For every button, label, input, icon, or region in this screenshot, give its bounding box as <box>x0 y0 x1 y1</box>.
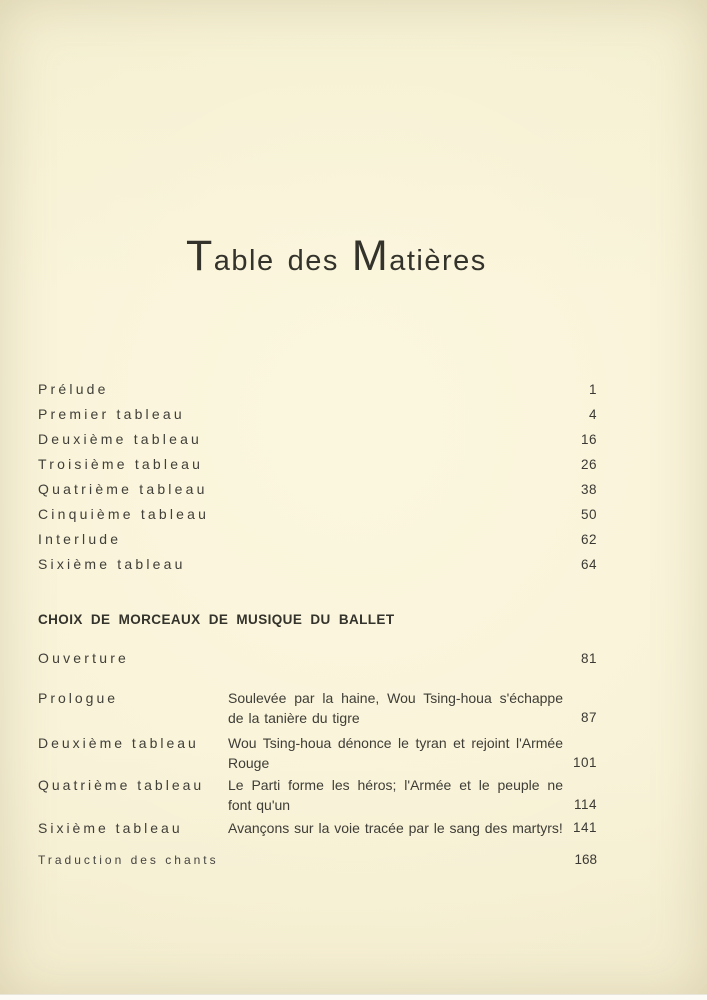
toc-page-number: 141 <box>572 820 597 835</box>
toc-label: Troisième tableau <box>38 456 204 472</box>
music-label: Quatrième tableau <box>38 777 205 793</box>
contents-list <box>38 381 597 581</box>
footer-label: Traduction des chants <box>38 853 219 867</box>
toc-row <box>38 506 597 531</box>
toc-label: Deuxième tableau <box>38 431 203 447</box>
music-description: Wou Tsing-houa dénonce le tyran et rejoint l'Armée Rouge <box>228 735 563 771</box>
music-row <box>38 733 597 773</box>
toc-row <box>38 406 597 431</box>
toc-label: Premier tableau <box>38 406 185 422</box>
toc-row <box>38 381 597 406</box>
music-label: Sixième tableau <box>38 820 183 836</box>
title-initial-cap: T <box>186 232 214 280</box>
toc-page-number: 81 <box>580 651 597 666</box>
section-heading: CHOIX DE MORCEAUX DE MUSIQUE DU BALLET <box>38 612 395 627</box>
title-initial-cap: M <box>351 232 390 280</box>
toc-page-number: 114 <box>573 797 597 812</box>
music-list <box>38 688 597 838</box>
music-description: Avançons sur la voie tracée par le sang des martyrs! <box>228 820 563 836</box>
toc-page-number: 168 <box>574 852 597 867</box>
toc-row <box>38 431 597 456</box>
toc-page-number: 50 <box>580 507 597 522</box>
music-label: Deuxième tableau <box>38 735 199 751</box>
music-row <box>38 818 597 838</box>
toc-label: Interlude <box>38 531 122 547</box>
toc-row <box>38 456 597 481</box>
music-description: Le Parti forme les héros; l'Armée et le peuple ne font qu'un <box>228 777 563 813</box>
toc-row <box>38 531 597 556</box>
toc-page-number: 26 <box>580 457 597 472</box>
toc-page-number: 16 <box>580 432 597 447</box>
music-list-ouverture <box>38 650 597 675</box>
toc-label: Sixième tableau <box>38 556 186 572</box>
toc-label: Quatrième tableau <box>38 481 208 497</box>
toc-page-number: 62 <box>580 532 597 547</box>
toc-page-number: 38 <box>580 482 597 497</box>
toc-row <box>38 556 597 581</box>
music-row <box>38 775 597 815</box>
toc-page-number: 101 <box>572 755 597 770</box>
toc-page-number: 64 <box>580 557 597 572</box>
footer-row <box>38 852 597 867</box>
scan-bottom-edge <box>0 994 707 1000</box>
toc-label: Prélude <box>38 381 109 397</box>
toc-page-number: 87 <box>580 710 597 725</box>
toc-label: Cinquième tableau <box>38 506 210 522</box>
toc-row <box>38 481 597 506</box>
toc-label: Ouverture <box>38 650 130 666</box>
toc-row <box>38 650 597 675</box>
music-label: Prologue <box>38 690 119 706</box>
page-title: Table des Matières <box>186 232 487 280</box>
music-row <box>38 688 597 728</box>
toc-page-number: 1 <box>588 382 597 397</box>
music-description: Soulevée par la haine, Wou Tsing-houa s'échappe de la tanière du tigre <box>228 690 563 726</box>
toc-page-number: 4 <box>588 407 597 422</box>
